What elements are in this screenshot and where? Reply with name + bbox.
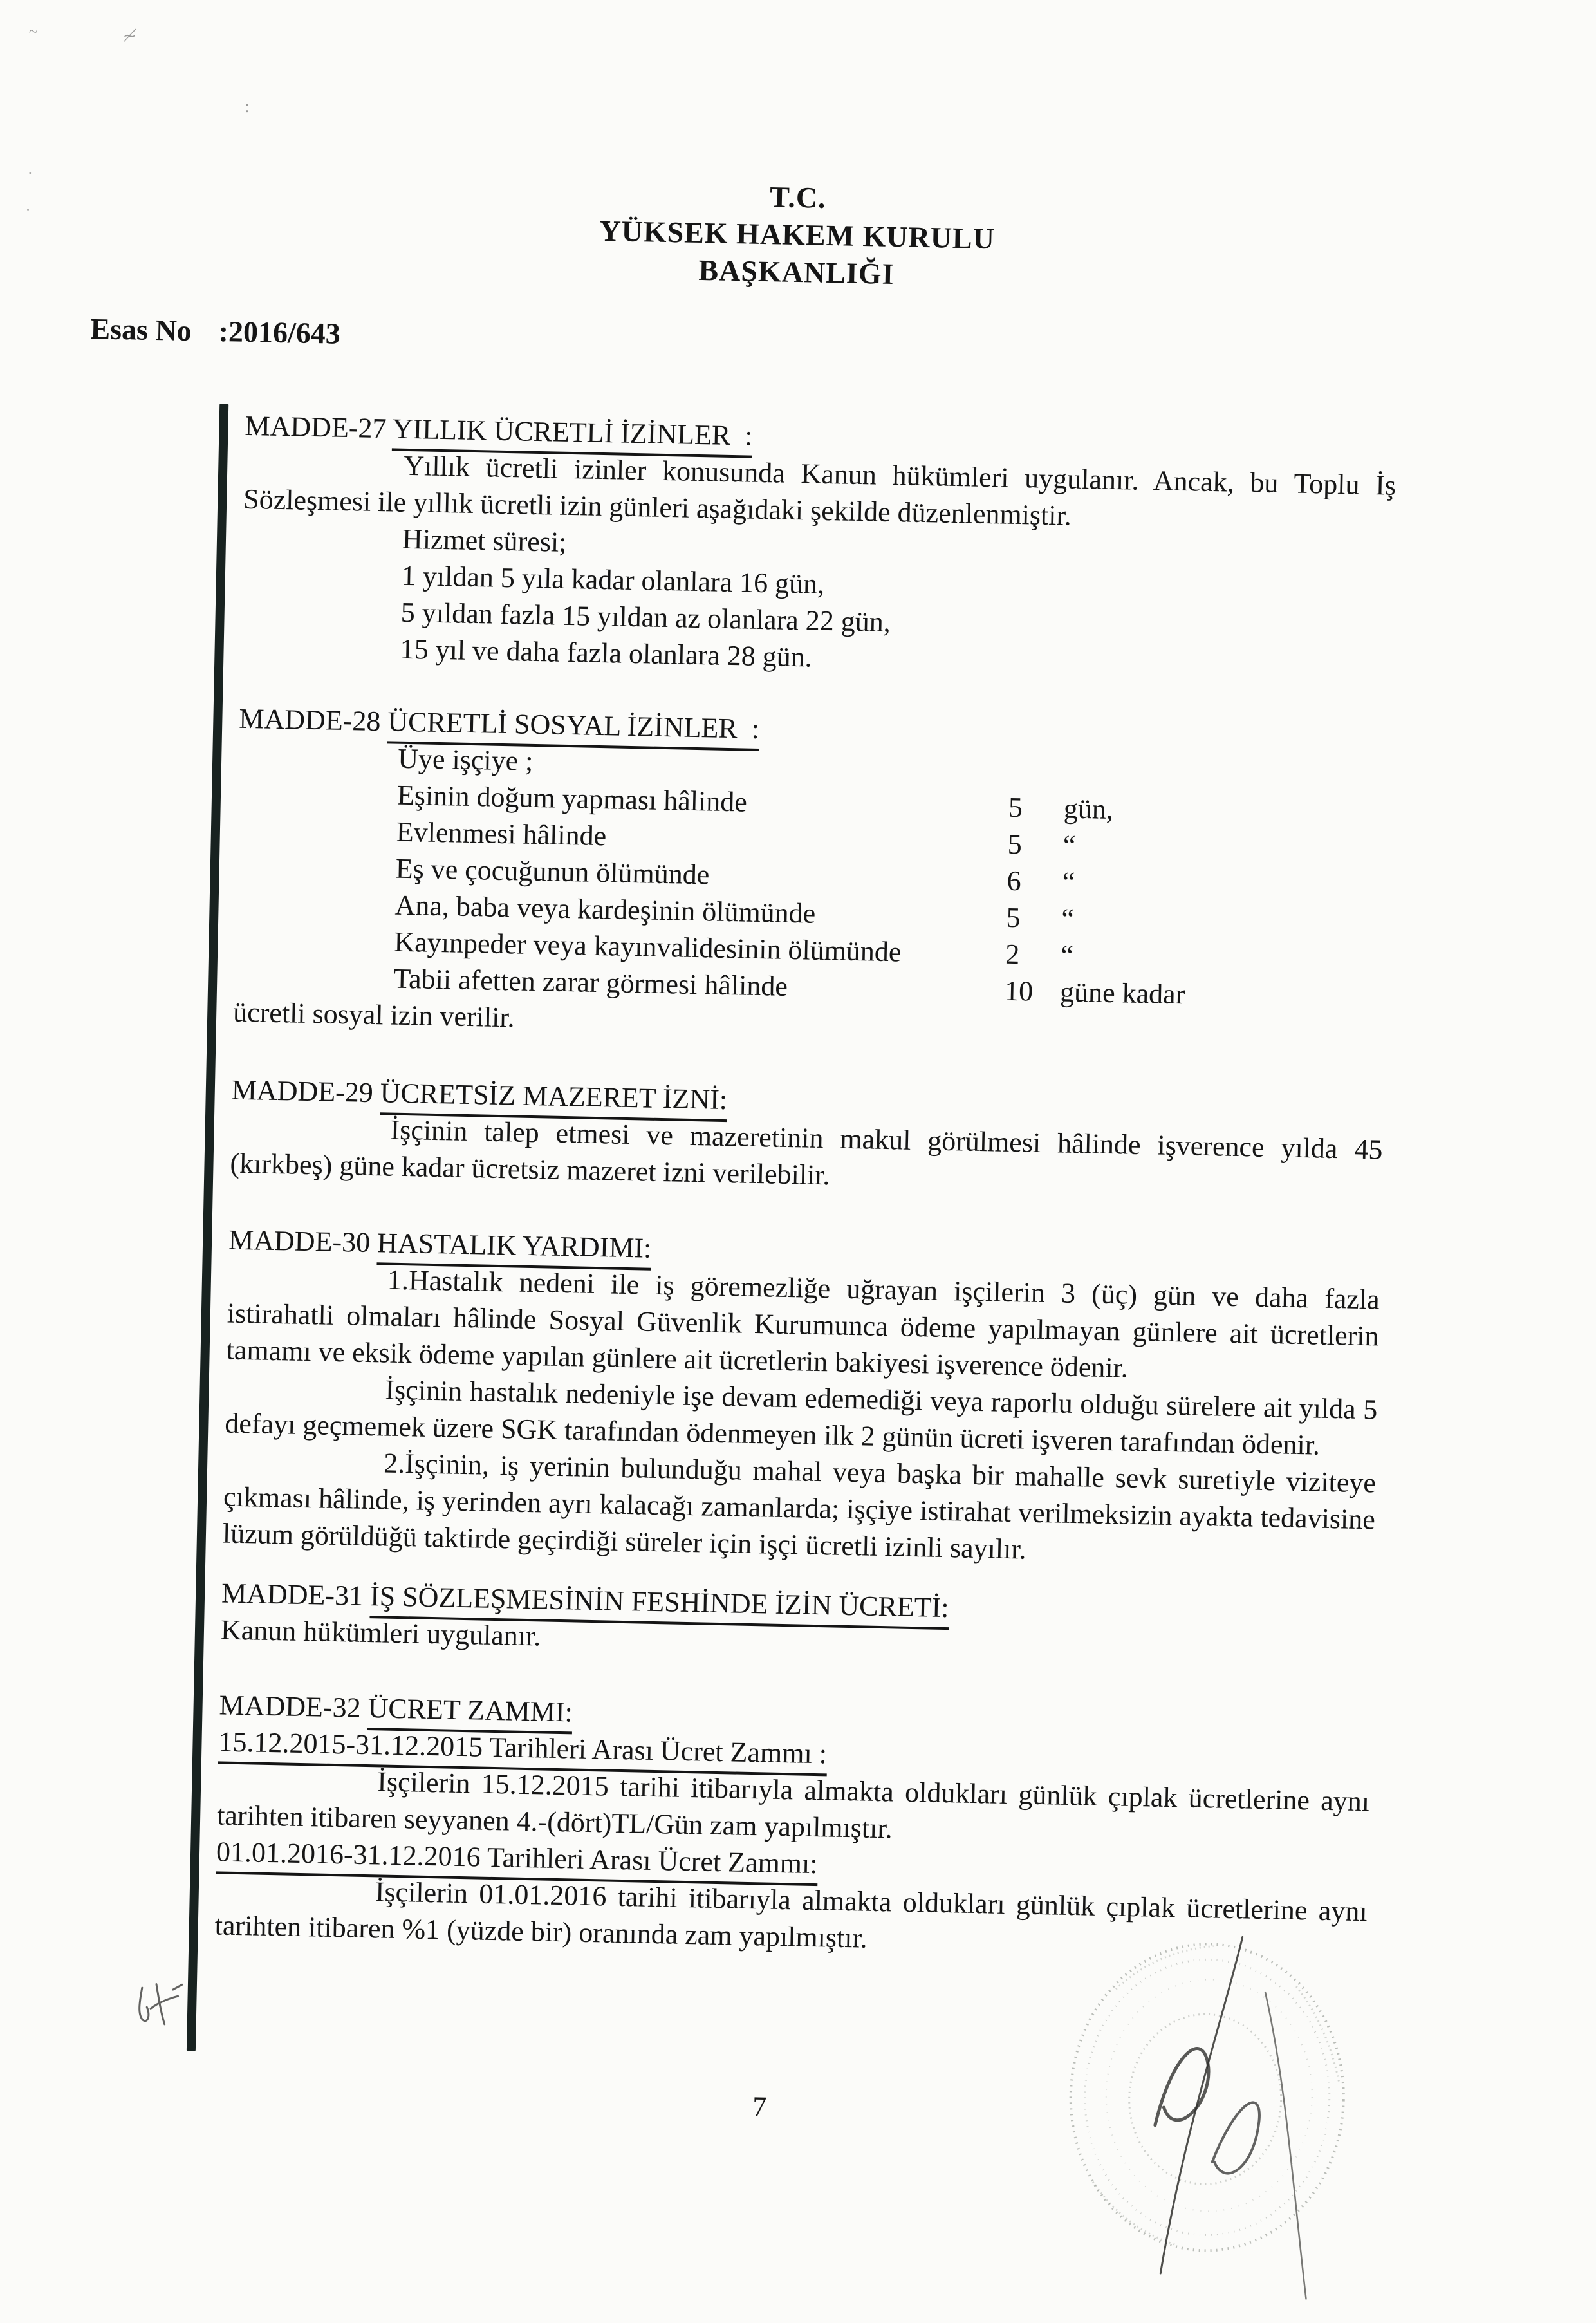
list-item: 15 yıl ve daha fazla olanlara 28 gün. [400,633,813,673]
leave-label: Ana, baba veya kardeşinin ölümünde [394,889,816,929]
letterhead-state: T.C. [769,180,827,214]
list-item: 5 yıldan fazla 15 yıldan az olanlara 22 gün, [400,596,891,639]
leave-days: 10 [1004,975,1034,1007]
article-title: İŞ SÖZLEŞMESİNİN FESHİNDE İZİN ÜCRETİ: [369,1580,949,1630]
article-30-section [222,1222,1380,1575]
list-intro: Hizmet süresi; [402,523,567,558]
scan-noise: : [245,97,250,116]
leave-unit: “ [1060,939,1074,971]
agreement-body [214,407,1397,1966]
scan-noise: · [24,200,32,220]
leave-unit: “ [1061,902,1075,935]
case-number-label: Esas No [90,312,192,348]
paragraph: 2.İşçinin, iş yerinin bulunduğu mahal veya başka bir mahalle sevk suretiyle viziteye çıkması hâlinde, iş yerinden ayrı kalacağı zamanlarda; işçiye istirahat verilmeksizin ayakta tedavisine lüzum görüldüğü taktirde geçirdiği süreler için işçi ücretli izinli sayılır. [222,1447,1377,1565]
scan-noise: ≁ [122,26,137,46]
article-28-section [233,700,1391,1054]
leave-unit: “ [1062,829,1076,861]
paragraph: Kanun hükümleri uygulanır. [220,1614,541,1652]
article-title: ÜCRET ZAMMI: [367,1692,573,1734]
paragraph: İşçilerin 01.01.2016 tarihi itibarıyla almakta oldukları günlük çıplak ücretlerine aynı tarihten itibaren %1 (yüzde bir) oranında zam yapılmıştır. [214,1876,1368,1954]
list-intro: Üye işçiye ; [397,742,534,777]
paragraph: Yıllık ücretli izinler konusunda Kanun hükümleri uygulanır. Ancak, bu Toplu İş Sözleşmesi ile yıllık ücretli izin günleri aşağıdaki şekilde düzenlenmiştir. [243,449,1396,532]
article-31-section [220,1574,1373,1671]
leave-days: 5 [1005,901,1021,934]
article-number: MADDE-27 [245,409,387,445]
leave-unit: güne kadar [1059,976,1185,1011]
letterhead [0,163,1596,307]
leave-unit: “ [1062,866,1075,898]
paraph-mark [127,1970,199,2042]
leave-label: Tabii afetten zarar görmesi hâlinde [393,962,788,1002]
paragraph: 1.Hastalık nedeni ile iş göremezliğe uğrayan işçilerin 3 (üç) gün ve daha fazla istirahatli olmaları hâlinde Sosyal Güvenlik Kurumunca ödeme yapılmayan günlere ait ücretlerin tamamı ve eksik ödeme yapılan günlere ait ücretlerin bakiyesi işverence ödenir. [226,1264,1380,1384]
article-title: ÜCRETLİ SOSYAL İZİNLER : [387,705,760,751]
paragraph: İşçilerin 15.12.2015 tarihi itibarıyla almakta oldukları günlük çıplak ücretlerine aynı tarihten itibaren seyyanen 4.-(dört)TL/Gün zam yapılmıştır. [216,1766,1370,1845]
paragraph: ücretli sosyal izin verilir. [232,996,515,1034]
scan-noise: ~ [28,21,39,41]
leave-unit: gün, [1063,792,1114,826]
case-number-value: :2016/643 [218,314,341,350]
leave-days: 5 [1007,828,1023,861]
article-number: MADDE-30 [228,1224,371,1258]
wage-raise-subheading-2016: 01.01.2016-31.12.2016 Tarihleri Arası Ücret Zammı: [216,1833,1369,1893]
article-title: YILLIK ÜCRETLİ İZİNLER : [392,413,753,458]
paragraph: İşçinin talep etmesi ve mazeretinin makul görülmesi hâlinde işverence yılda 45 (kırkbeş) güne kadar ücretsiz mazeret izni verilebilir. [230,1114,1383,1191]
leave-label: Eş ve çocuğunun ölümünde [395,852,710,891]
page-number: 7 [752,2091,767,2123]
article-29-section [230,1072,1384,1205]
letterhead-office: BAŞKANLIĞI [698,253,895,291]
leave-days: 5 [1008,791,1023,824]
leave-label: Kayınpeder veya kayınvalidesinin ölümünde [394,926,902,968]
social-leave-list [393,740,1391,1017]
leave-label: Eşinin doğum yapması hâlinde [396,779,748,818]
letterhead-institution: YÜKSEK HAKEM KURULU [599,214,996,256]
article-number: MADDE-28 [238,702,381,738]
article-number: MADDE-32 [219,1689,362,1724]
case-number [90,312,340,351]
wage-raise-subheading-2015: 15.12.2015-31.12.2015 Tarihleri Arası Ücret Zammı : [218,1723,1371,1783]
article-title: ÜCRETSİZ MAZERET İZNİ: [380,1077,727,1122]
article-number: MADDE-29 [231,1074,374,1109]
list-item: 1 yıldan 5 yıla kadar olanlara 16 gün, [401,559,825,600]
service-duration-list [400,521,1395,687]
paragraph: İşçinin hastalık nedeniyle işe devam edemediği veya raporlu olduğu sürelere ait yılda 5 defayı geçmemek üzere SGK tarafından ödenmeyen ilk 2 günün ücreti işveren tarafından ödenir. [224,1374,1378,1461]
article-title: HASTALIK YARDIMI: [376,1227,651,1271]
scan-noise: · [27,163,33,183]
article-27-section [240,407,1397,687]
leave-days: 6 [1007,864,1022,897]
article-32-section [214,1686,1371,1966]
leave-label: Evlenmesi hâlinde [396,816,607,852]
article-number: MADDE-31 [221,1577,364,1612]
leave-days: 2 [1005,938,1020,971]
